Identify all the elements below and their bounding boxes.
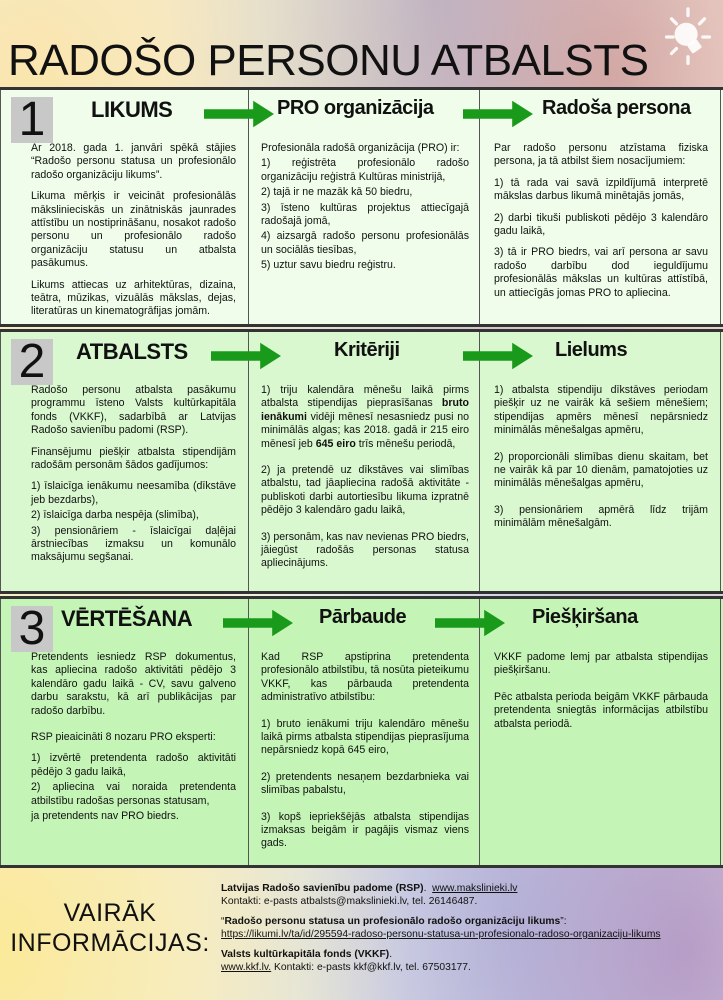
rsp-name: Latvijas Radošo savienību padome (RSP) [221,883,424,894]
section-text [494,142,708,308]
paragraph: 1) īslaicīga ienākumu neesamība (dīkstāve jeb bezdarbs), [31,480,236,506]
section-1-column-1 [0,90,249,324]
section-heading: Piešķiršana [532,606,638,628]
paragraph: 1) reģistrēta profesionālo radošo organizāciju reģistrā Kultūras ministrijā, [261,157,469,183]
section-heading: Kritēriji [334,339,400,361]
section-heading: LIKUMS [91,97,173,122]
paragraph [261,384,469,451]
section-2-column-3 [480,332,721,591]
section-3-column-2 [249,599,480,865]
paragraph: 2) proporcionāli slimības dienu skaitam, bet ne vairāk kā par 10 dienām, pamatojoties uz minimālās mēnešalgas apmēru, [494,450,708,490]
paragraph: 2) apliecina vai noraida pretendenta atbilstību radošas personas statusam, [31,781,236,807]
contact-info: Latvijas Radošo savienību padome (RSP). www.makslinieki.lv Kontakti: e-pasts atbalsts@makslinieki.lv, tel. 26146487. “Radošo personu statusa un profesionālo radošo organizāciju likums”: https://likumi.lv/ta/id/295594-radoso-personu-statusa-un-profesionalo-radoso-organizaciju-likums Valsts kultūrkapitāla fonds (VKKF). www.kkf.lv. Kontakti: e-pasts kkf@kkf.lv, tel. 67503177. [221,883,661,973]
page-title: RADOŠO PERSONU ATBALSTS [8,36,649,85]
paragraph: 4) aizsargā radošo personu profesionālās un sociālās tiesības, [261,230,469,256]
section-heading: Lielums [555,339,628,361]
paragraph: 3) pensionāriem - īslaicīgai daļējai ārstniecības izmaksu un komunālo maksājumu segšanai. [31,524,236,564]
section-heading: Radoša persona [542,97,691,119]
paragraph: 2) pretendents nesaņem bezdarbnieka vai slimības pabalstu, [261,770,469,797]
law-name: Radošo personu statusa un profesionālo radošo organizāciju likums [224,916,561,927]
section-number: 3 [11,606,53,652]
paragraph: Kad RSP apstiprina pretendenta profesionālo atbilstību, tā nosūta pieteikumu VKKF, kas pārbauda pretendenta administratīvo atbilstību: [261,651,469,704]
section-2-column-2 [249,332,480,591]
text-segment: vidēji mēnesī nesasniedz pusi no minimālās algas; kas 2018. gadā ir 215 eiro mēnesī jeb [261,410,469,450]
paragraph: ja pretendents nav PRO biedrs. [31,810,179,823]
section-text [261,384,469,584]
section-1-column-2 [249,90,480,324]
paragraph: 3) pensionāriem apmērā līdz trijām minimālām mēnešalgām. [494,503,708,530]
section-heading: ATBALSTS [76,339,188,364]
text-segment: trīs mēnešu periodā, [355,437,456,450]
paragraph: 1) bruto ienākumi triju kalendāro mēnešu laikā pirms atbalsta stipendijas pieprasījuma nepārsniedz kopā 645 eiro, [261,717,469,757]
paragraph: 2) ja pretendē uz dīkstāves vai slimības atbalstu, tad jāapliecina radošā aktivitāte - publiskoti darbi autortiesību likuma izpratnē pēdējo 3 kalendāro gadu laikā, [261,464,469,517]
paragraph: 3) personām, kas nav nevienas PRO biedrs, jāiegūst radošās personas statusa apliecinājums. [261,530,469,570]
section-text [31,142,236,327]
section-text [31,651,236,831]
section-1 [0,87,723,327]
paragraph: 2) tajā ir ne mazāk kā 50 biedru, [261,186,413,199]
paragraph: 3) tā ir PRO biedrs, vai arī persona ar savu radošo darbību dod ieguldījumu profesionālās mākslas un kultūras attīstībā, un attiecīgās jomas PRO to apliecina. [494,246,708,299]
section-text [261,142,469,281]
law-link[interactable]: https://likumi.lv/ta/id/295594-radoso-personu-statusa-un-profesionalo-radoso-organizaciju-likums [221,929,661,940]
section-text [494,651,708,739]
section-text [31,384,236,573]
paragraph: 2) īslaicīga darba nespēja (slimība), [31,509,199,522]
paragraph: 3) īsteno kultūras projektus attiecīgajā radošajā jomā, [261,201,469,228]
paragraph: RSP pieaicināti 8 nozaru PRO eksperti: [31,731,216,744]
paragraph: VKKF padome lemj par atbalsta stipendijas piešķiršanu. [494,651,708,677]
arrow-right-icon [435,609,505,637]
section-2 [0,329,723,594]
paragraph: 3) kopš iepriekšējās atbalsta stipendijas izmaksas beigām ir pagājis vismaz viens gads. [261,810,469,850]
paragraph: 5) uztur savu biedru reģistru. [261,259,396,272]
vkkf-name: Valsts kultūrkapitāla fonds (VKKF) [221,949,390,960]
paragraph: Finansējumu piešķir atbalsta stipendijām radošām personām šādos gadījumos: [31,445,236,472]
paragraph: Ar 2018. gada 1. janvāri spēkā stājies “Radošo personu statusa un profesionālo radošo organizāciju likums”. [31,142,236,181]
more-info-line1: VAIRĀK [63,899,157,927]
lightbulb-icon [655,4,721,70]
paragraph: 1) atbalsta stipendiju dīkstāves periodam piešķir uz ne vairāk kā sešiem mēnešiem; stipendijas apmērs mēnesī nepārsniedz minimālās mēnešalgas apmēru, [494,384,708,437]
section-text [494,384,708,539]
paragraph: Radošo personu atbalsta pasākumu programmu īsteno Valsts kultūrkapitāla fonds (VKKF), sadarbībā ar Latvijas Radošo savienību padomi (RSP). [31,384,236,437]
paragraph: Pretendents iesniedz RSP dokumentus, kas apliecina radošo aktivitāti pēdējo 3 kalendāro gadu laikā - CV, savu galveno darbu sarakstu, kā arī publikācijas par radošo darbību. [31,651,236,717]
vkkf-contact: Kontakti: e-pasts kkf@kkf.lv, tel. 67503177. [271,962,471,973]
section-3-column-3 [480,599,721,865]
bold-text: bruto ienākumi [261,397,469,423]
text-segment: 1) triju kalendāra mēnešu laikā pirms atbalsta stipendijas pieprasīšanas [261,384,469,410]
section-3-column-1 [0,599,249,865]
more-info-heading [10,898,210,958]
paragraph: 1) tā rada vai savā izpildījumā interpretē mākslas darbus likumā minētajās jomās, [494,176,708,203]
section-text [261,651,469,859]
arrow-right-icon [463,342,533,370]
section-heading: PRO organizācija [277,97,434,119]
section-3 [0,596,723,868]
section-heading: Pārbaude [319,606,407,628]
section-heading: VĒRTĒŠANA [61,606,193,631]
bold-text: 645 eiro [315,437,356,450]
section-number: 1 [11,97,53,143]
rsp-link[interactable]: www.makslinieki.lv [432,883,518,894]
paragraph: 1) izvērtē pretendenta radošo aktivitāti pēdējo 3 gadu laikā, [31,752,236,778]
section-2-column-1 [0,332,249,591]
vkkf-link[interactable]: www.kkf.lv. [221,962,272,973]
paragraph: Pēc atbalsta perioda beigām VKKF pārbauda pretendenta sniegtās informācijas atbilstību atbalsta periodā. [494,690,708,730]
arrow-right-icon [463,100,533,128]
paragraph: Par radošo personu atzīstama fiziska persona, ja tā atbilst šiem nosacījumiem: [494,142,708,168]
paragraph: 2) darbi tikuši publiskoti pēdējo 3 kalendāro gadu laikā, [494,211,708,238]
paragraph: Likums attiecas uz arhitektūras, dizaina, teātra, mūzikas, vizuālās mākslas, dejas, literatūras un kinematogrāfijas jomām. [31,278,236,318]
rsp-contact: Kontakti: e-pasts atbalsts@makslinieki.lv, tel. 26146487. [221,896,478,907]
paragraph: Likuma mērķis ir veicināt profesionālās mākslinieciskās un zinātniskās jaunrades attīstību un nostiprināšanu, nosakot radošo personu un profesionālo radošo organizāciju statusu un atbalsta pasākumus. [31,190,236,270]
section-number: 2 [11,339,53,385]
more-info-line2: INFORMĀCIJAS: [10,929,210,957]
paragraph: Profesionāla radošā organizācija (PRO) ir: [261,142,460,154]
